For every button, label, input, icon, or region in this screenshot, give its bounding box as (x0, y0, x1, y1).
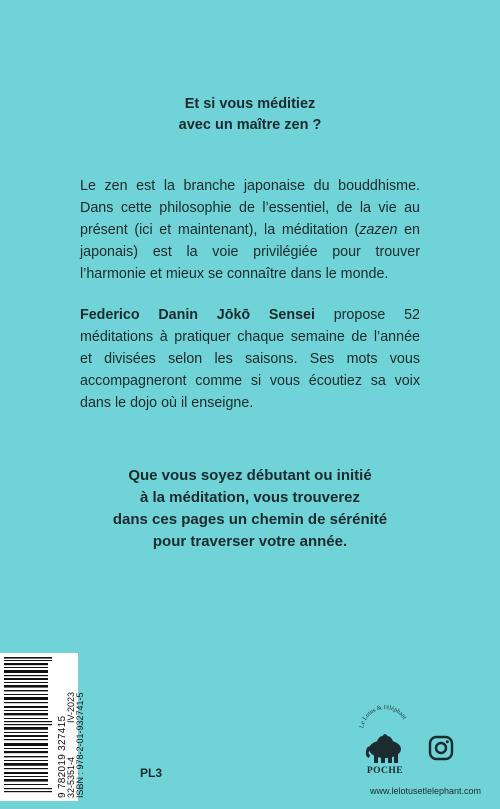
edition-code: IV-2023 (66, 691, 76, 723)
closing-line-4: pour traverser votre année. (152, 533, 348, 550)
isbn-text: ISBN : 978-2-01-932741-5 (75, 692, 85, 798)
product-code: 32-5351-4 (66, 756, 76, 798)
para2-line-4: comme si vous écoutiez sa voix dans le dojo où il (80, 373, 420, 411)
para1-zazen: zazen (359, 222, 398, 238)
para1-line-4: est la voie privilégiée pour trouver l’harmonie et (80, 244, 420, 282)
publisher-logo (355, 705, 415, 773)
para2-line-5: enseigne. (191, 395, 254, 411)
poche-label: POCHE (366, 766, 404, 776)
para1-line-1: Le zen est la branche japonaise du bouddhisme. Dans (80, 178, 420, 216)
description-paragraph (80, 175, 420, 285)
instagram-icon[interactable] (428, 735, 454, 761)
author-paragraph (80, 304, 420, 414)
para2-line-1: propose 52 méditations (80, 307, 420, 345)
para1-line-5: mieux se connaître dans le monde. (165, 266, 389, 282)
hook-line-2: avec un maître zen ? (178, 117, 322, 133)
publisher-arc-text: Le Lotus & l'éléphant (358, 705, 409, 729)
barcode-icon (4, 657, 52, 797)
svg-text:Le Lotus & l'éléphant (358, 705, 408, 729)
para1-line-2: cette philosophie de l’essentiel, de la vie au présent (80, 200, 420, 238)
barcode-block (0, 653, 85, 801)
para2-line-3: selon les saisons. Ses mots vous accompagneront (80, 351, 420, 389)
para1-line-3a: (ici et maintenant), la méditation ( (134, 222, 360, 238)
closing-line-1: Que vous soyez débutant ou initié (128, 467, 372, 484)
pl3-label: PL3 (140, 766, 163, 780)
para2-line-2: à pratiquer chaque semaine de l’année et divisées (80, 329, 420, 367)
author-name: Federico Danin Jōkō Sensei (80, 307, 315, 323)
closing-line-2: à la méditation, vous trouverez (139, 489, 361, 506)
website-link[interactable]: www.lelotusetlelephant.com (370, 786, 482, 796)
para1-line-3c: en japonais) (80, 222, 420, 260)
barcode-number: 9 782019 327415 (57, 715, 68, 798)
hook-heading (0, 94, 500, 136)
hook-line-1: Et si vous méditiez (184, 96, 316, 112)
closing-line-3: dans ces pages un chemin de sérénité (112, 511, 388, 528)
lotus-elephant-logo-icon (355, 705, 415, 767)
closing-statement (0, 465, 500, 553)
